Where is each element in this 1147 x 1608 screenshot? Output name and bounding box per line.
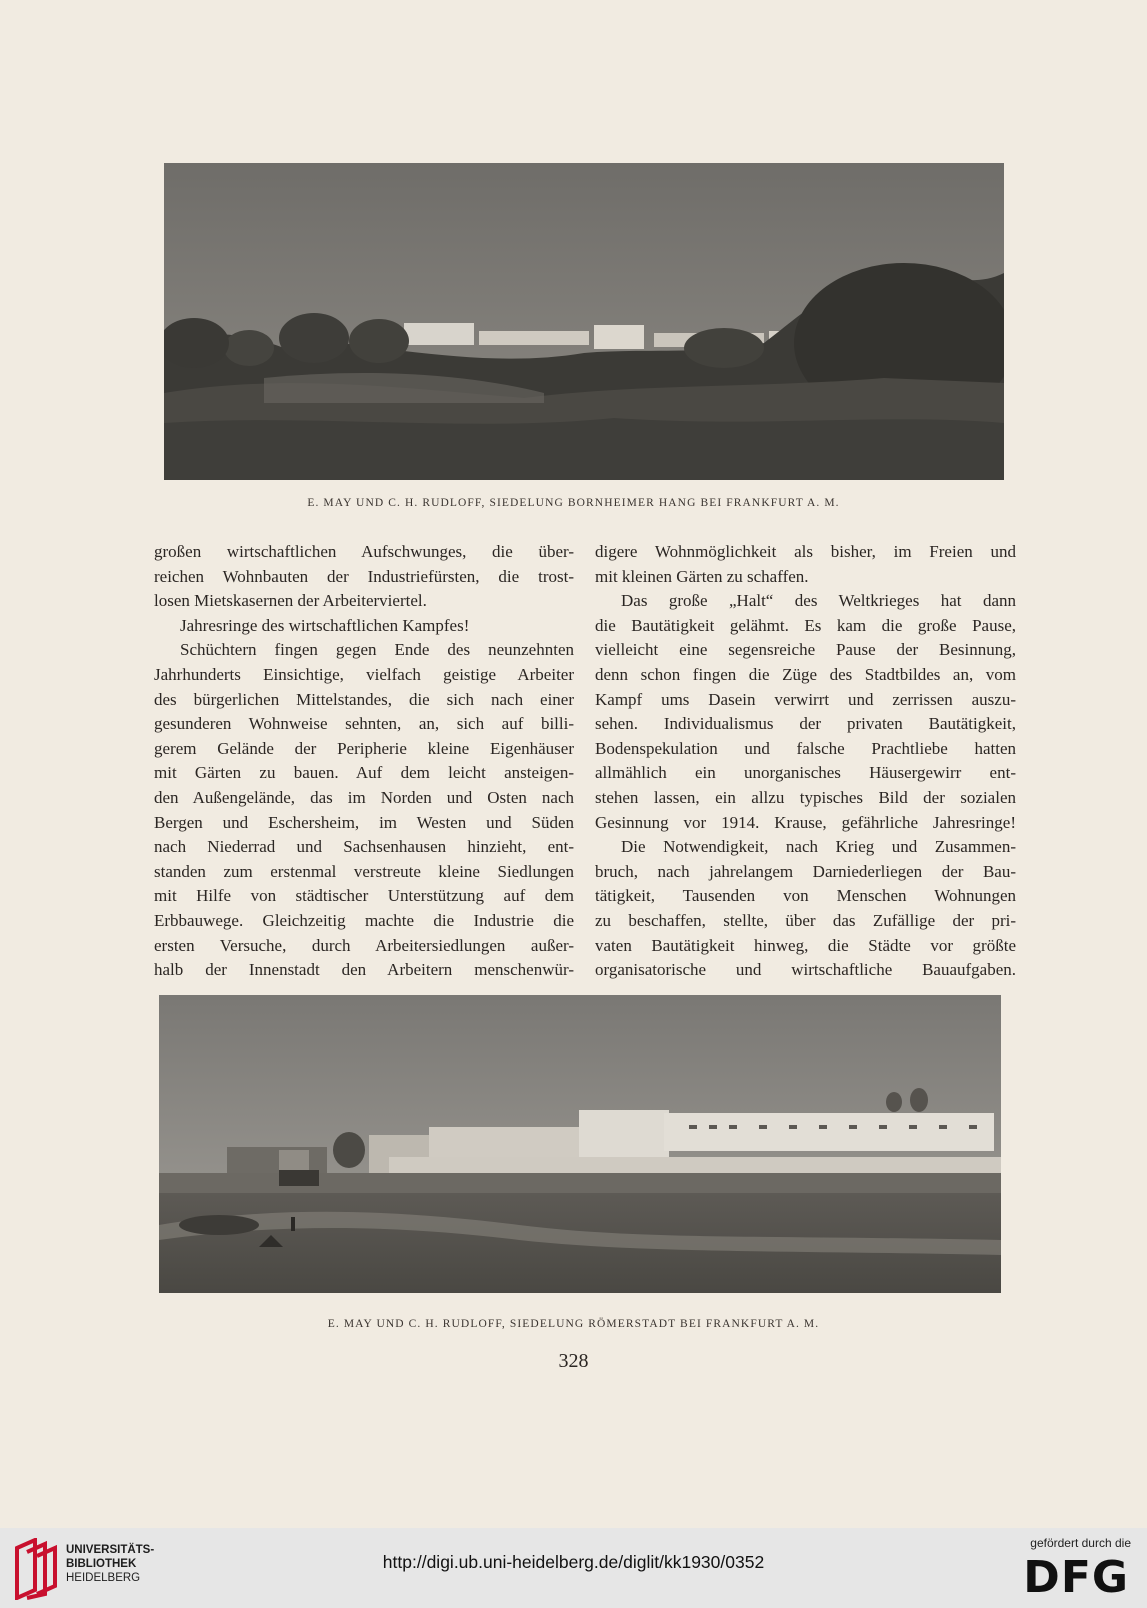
text-line: allmählich ein unorganisches Häusergewirr ent- bbox=[595, 763, 1016, 783]
text-line: digere Wohnmöglichkeit als bisher, im Freien und bbox=[595, 542, 1016, 561]
text-line: tätigkeit, Tausenden von Menschen Wohnungen bbox=[595, 886, 1016, 906]
text-line: halb der Innenstadt den Arbeitern menschenwür- bbox=[154, 960, 574, 980]
text-line: denn schon fingen die Züge des Stadtbildes an, vom bbox=[595, 664, 1016, 684]
text-line: gesunderen Wohnweise sehnten, an, sich auf billi- bbox=[154, 714, 574, 734]
text-column-right bbox=[595, 540, 1016, 983]
funded-by-label: gefördert durch die bbox=[1030, 1536, 1131, 1550]
text-line: vaten Bautätigkeit hinweg, die Städte vor größte bbox=[595, 935, 1016, 955]
library-name-line: HEIDELBERG bbox=[66, 1572, 141, 1584]
text-line: mit kleinen Gärten zu schaffen. bbox=[595, 566, 809, 586]
text-line: losen Mietskasernen der Arbeiterviertel. bbox=[154, 591, 427, 611]
photo-bornheimer-hang-image bbox=[164, 163, 1004, 480]
source-url-link[interactable]: http://digi.ub.uni-heidelberg.de/diglit/kk1930/0352 bbox=[382, 1552, 765, 1572]
text-line: standen zum erstenmal verstreute kleine Siedlungen bbox=[154, 861, 574, 881]
text-line: großen wirtschaftlichen Aufschwunges, die über- bbox=[154, 542, 574, 561]
text-line: nach Niederrad und Sachsenhausen hinzieht, ent- bbox=[154, 837, 574, 857]
text-line: Das große „Halt“ des Weltkrieges hat dann bbox=[621, 591, 1016, 611]
photo-bornheimer-hang bbox=[164, 163, 1004, 480]
text-line: ersten Versuche, durch Arbeitersiedlungen außer- bbox=[154, 935, 574, 955]
photo-caption-bottom: E. MAY UND C. H. RUDLOFF, SIEDELUNG RÖMERSTADT BEI FRANKFURT A. M. bbox=[327, 1318, 820, 1330]
text-line: zu beschaffen, stellte, über das Zufällige der pri- bbox=[595, 910, 1016, 930]
library-name-line: UNIVERSITÄTS- bbox=[66, 1544, 155, 1556]
footer-bar bbox=[0, 1528, 1147, 1608]
text-line: Die Notwendigkeit, nach Krieg und Zusammen- bbox=[621, 837, 1016, 857]
library-name-line: BIBLIOTHEK bbox=[66, 1558, 137, 1570]
text-line: Bergen und Eschersheim, im Westen und Süden bbox=[154, 812, 574, 832]
dfg-logo[interactable]: DFG bbox=[1023, 1552, 1129, 1603]
text-line: Bodenspekulation und falsche Prachtliebe hatten bbox=[595, 738, 1016, 758]
text-line: reichen Wohnbauten der Industriefürsten, die trost- bbox=[154, 566, 574, 586]
text-line: stehen lassen, ein allzu typisches Bild der sozialen bbox=[595, 787, 1016, 807]
text-line: organisatorische und wirtschaftliche Bauaufgaben. bbox=[595, 960, 1016, 980]
text-line: Schüchtern fingen gegen Ende des neunzehnten bbox=[180, 640, 574, 660]
text-line: gerem Gelände der Peripherie kleine Eigenhäuser bbox=[154, 738, 574, 758]
text-line: Jahresringe des wirtschaftlichen Kampfes! bbox=[180, 615, 470, 635]
text-column-left bbox=[154, 540, 574, 983]
text-line: mit Gärten zu bauen. Auf dem leicht ansteigen- bbox=[154, 763, 574, 783]
text-line: Jahrhunderts Einsichtige, vielfach geistige Arbeiter bbox=[154, 664, 574, 684]
text-line: Kampf ums Dasein verwirrt und zerrissen auszu- bbox=[595, 689, 1016, 709]
photo-roemerstadt bbox=[159, 995, 1001, 1293]
text-line: Erbbauwege. Gleichzeitig machte die Industrie die bbox=[154, 910, 574, 930]
photo-caption-top: E. MAY UND C. H. RUDLOFF, SIEDELUNG BORNHEIMER HANG BEI FRANKFURT A. M. bbox=[307, 497, 840, 509]
text-line: die Bautätigkeit gelähmt. Es kam die große Pause, bbox=[595, 615, 1016, 635]
text-line: Gesinnung vor 1914. Krause, gefährliche Jahresringe! bbox=[595, 812, 1016, 832]
photo-roemerstadt-image bbox=[159, 995, 1001, 1293]
text-line: mit Hilfe von städtischer Unterstützung auf dem bbox=[154, 886, 574, 906]
text-line: des bürgerlichen Mittelstandes, die sich nach einer bbox=[154, 689, 574, 709]
page-number: 328 bbox=[558, 1350, 589, 1372]
text-line: vielleicht eine segensreiche Pause der Besinnung, bbox=[595, 640, 1016, 660]
text-line: den Außengelände, das im Norden und Osten nach bbox=[154, 787, 574, 807]
text-line: sehen. Individualismus der privaten Bautätigkeit, bbox=[595, 714, 1016, 734]
text-line: bruch, nach jahrelangem Darniederliegen der Bau- bbox=[595, 861, 1016, 881]
